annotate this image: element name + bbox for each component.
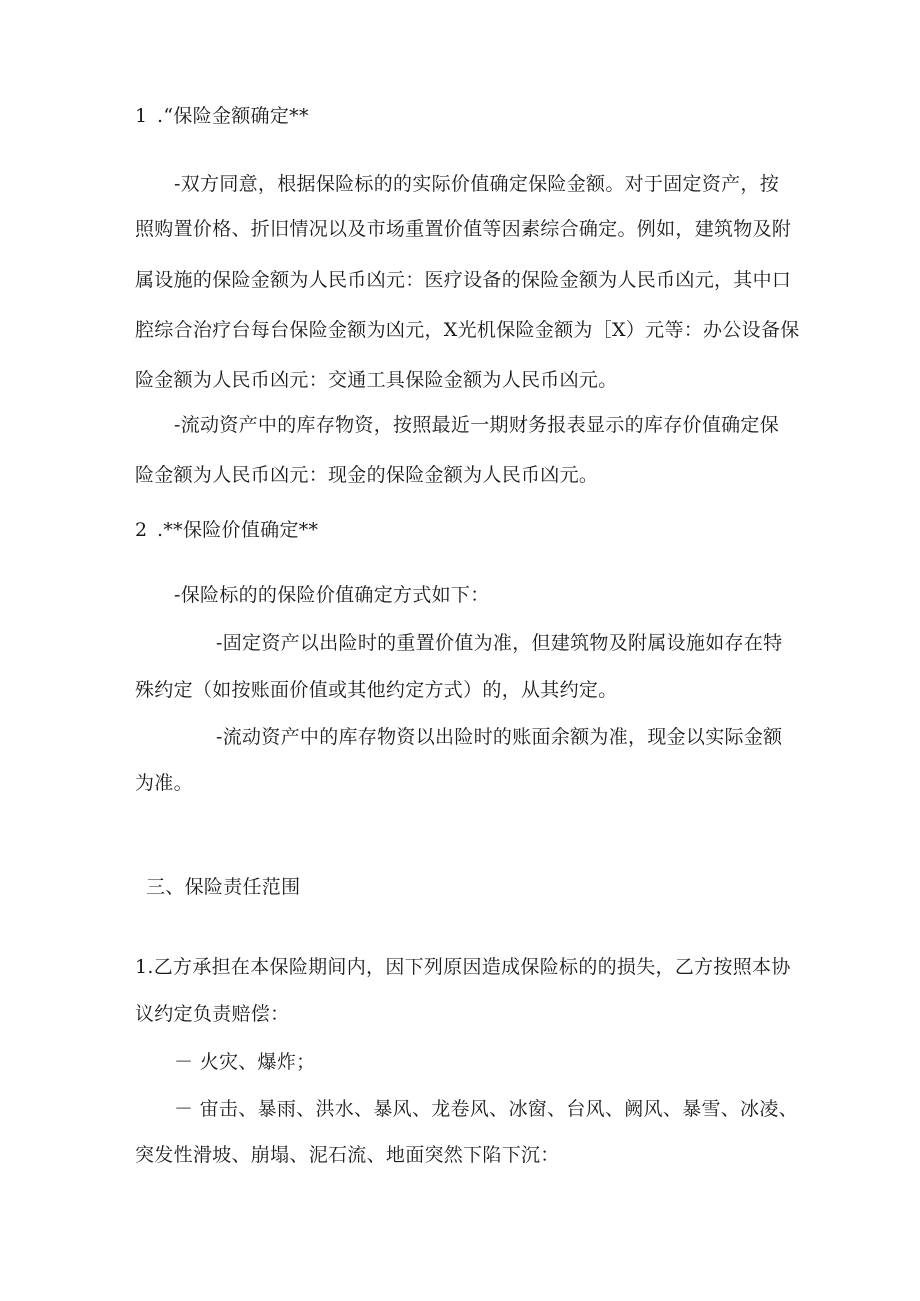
bullet-natural-disasters-line-2: 突发性滑坡、崩塌、泥石流、地面突然下陷下沉： xyxy=(135,1144,560,1166)
item-1-para1-line-5: 险金额为人民币凶元：交通工具保险金额为人民币凶元。 xyxy=(135,369,618,391)
section-3-item-1-line-1: 1.乙方承担在本保险期间内，因下列原因造成保险标的的损失，乙方按照本协 xyxy=(135,956,791,978)
item-1-para2-line-1: -流动资产中的库存物资，按照最近一期财务报表显示的库存价值确定保 xyxy=(174,414,780,436)
section-3-heading: 三、保险责任范围 xyxy=(146,876,301,898)
bullet-fire-explosion: － 火灾、爆炸； xyxy=(174,1051,316,1073)
item-1-para1-line-4: 腔综合治疗台每台保险金额为凶元，X光机保险金额为［X）元等：办公设备保 xyxy=(135,319,800,341)
section-3-item-1-line-2: 议约定负责赔偿： xyxy=(135,1003,290,1025)
item-1-para2-line-2: 险金额为人民币凶元：现金的保险金额为人民币凶元。 xyxy=(135,464,599,486)
item-2-intro: -保险标的的保险价值确定方式如下： xyxy=(174,584,490,606)
item-2-heading xyxy=(135,518,318,542)
item-1-para1-line-3: 属设施的保险金额为人民币凶元：医疗设备的保险金额为人民币凶元，其中口 xyxy=(135,269,792,291)
item-2-sub2-line-2: 为准。 xyxy=(135,772,193,794)
bullet-natural-disasters-line-1: － 宙击、暴雨、洪水、暴风、龙卷风、冰窗、台风、阙风、暴雪、冰凌、 xyxy=(174,1098,798,1120)
item-1-heading xyxy=(135,104,309,128)
item-1-number: 1 xyxy=(135,105,148,127)
item-2-sub1-line-2: 殊约定（如按账面价值或其他约定方式）的，从其约定。 xyxy=(135,679,618,701)
item-1-title: .“保险金额确定** xyxy=(157,105,309,127)
item-2-number: 2 xyxy=(135,519,148,541)
item-2-title: .**保险价值确定** xyxy=(157,519,319,541)
item-1-para1-line-1: -双方同意，根据保险标的的实际价值确定保险金额。对于固定资产，按 xyxy=(174,173,780,195)
item-2-sub1-line-1: -固定资产以出险时的重置价值为准，但建筑物及附属设施如存在特 xyxy=(216,632,783,654)
item-1-para1-line-2: 照购置价格、折旧情况以及市场重置价值等因素综合确定。例如，建筑物及附 xyxy=(135,218,792,240)
item-2-sub2-line-1: -流动资产中的库存物资以出险时的账面余额为准，现金以实际金额 xyxy=(216,726,783,748)
